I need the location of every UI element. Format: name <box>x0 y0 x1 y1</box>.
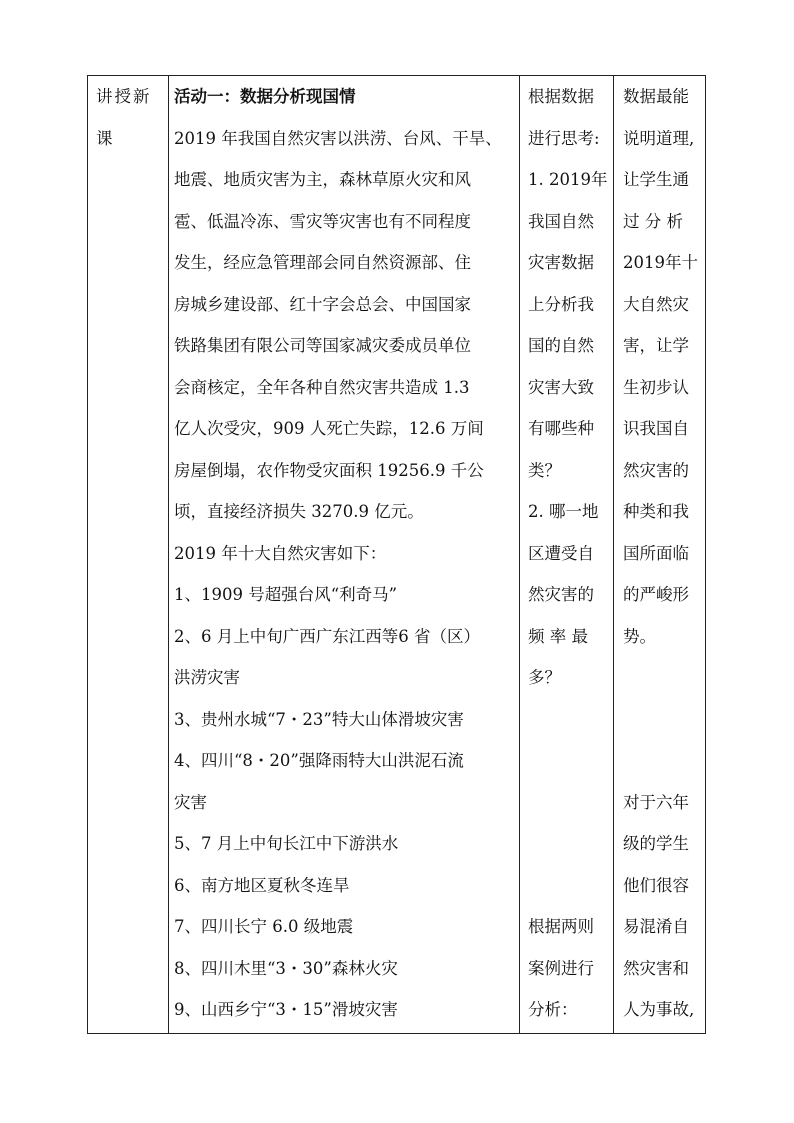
content-line: 2019 年十大自然灾害如下： <box>174 543 387 563</box>
design-intent-line: 他们很容 <box>623 875 689 895</box>
content-line: 9、山西乡宁“3・15”滑坡灾害 <box>174 1000 398 1019</box>
design-intent-line: 大自然灾 <box>623 294 689 314</box>
design-intent-line: 国所面临 <box>623 543 689 563</box>
design-intent-line: 害，让学 <box>623 336 689 355</box>
student-activity-line: 上分析我 <box>528 294 594 314</box>
design-intent-line: 势。 <box>623 626 656 646</box>
content-line: 洪涝灾害 <box>174 668 240 687</box>
content-line: 3、贵州水城“7・23”特大山体滑坡灾害 <box>174 709 464 729</box>
design-intent-line: 生初步认 <box>623 377 689 397</box>
student-activity-column <box>519 76 613 1031</box>
content-line: 发生，经应急管理部会同自然资源部、住 <box>174 253 471 272</box>
student-activity-line: 案例进行 <box>528 958 594 978</box>
content-line: 7、四川长宁 6.0 级地震 <box>174 917 354 936</box>
student-activity-line: 类？ <box>528 460 561 480</box>
design-intent-column <box>613 76 707 1031</box>
content-line: 地震、地质灾害为主，森林草原火灾和风 <box>174 170 471 189</box>
content-column <box>168 76 519 1031</box>
lesson-plan-table <box>87 75 706 1034</box>
student-activity-line: 灾害大致 <box>528 377 594 397</box>
design-intent-line: 然灾害和 <box>623 958 689 978</box>
content-line: 1、1909 号超强台风“利奇马” <box>174 585 398 604</box>
activity-heading: 活动一：数据分析现国情 <box>174 87 356 106</box>
content-line: 灾害 <box>174 792 207 812</box>
design-intent-line: 的严峻形 <box>623 585 689 604</box>
content-line: 会商核定，全年各种自然灾害共造成 1.3 <box>174 377 470 397</box>
content-line: 房城乡建设部、红十字会总会、中国国家 <box>174 294 471 314</box>
stage-column <box>88 76 168 159</box>
content-line: 房屋倒塌，农作物受灾面积 19256.9 千公 <box>174 460 484 480</box>
student-activity-line: 根据两则 <box>528 917 594 936</box>
student-activity-line: 我国自然 <box>528 211 594 231</box>
student-activity-line: 2. 哪一地 <box>528 502 599 521</box>
student-activity-line: 多？ <box>528 668 561 687</box>
design-intent-line: 过 分 析 <box>623 211 683 231</box>
content-line: 5、7 月上中旬长江中下游洪水 <box>174 834 399 853</box>
content-line: 2019 年我国自然灾害以洪涝、台风、干旱、 <box>174 128 502 148</box>
student-activity-line: 然灾害的 <box>528 585 594 604</box>
design-intent-line: 级的学生 <box>623 834 689 853</box>
student-activity-line: 根据数据 <box>528 87 594 106</box>
student-activity-line: 分析： <box>528 1000 578 1019</box>
content-line: 雹、低温冷冻、雪灾等灾害也有不同程度 <box>174 211 471 231</box>
content-line: 顷，直接经济损失 3270.9 亿元。 <box>174 502 424 521</box>
stage-label-line: 课 <box>96 128 115 148</box>
student-activity-line: 进行思考: <box>528 128 600 148</box>
design-intent-line: 说明道理, <box>623 128 695 148</box>
content-line: 亿人次受灾，909 人死亡失踪，12.6 万间 <box>174 419 484 438</box>
content-line: 4、四川“8・20”强降雨特大山洪泥石流 <box>174 751 464 770</box>
design-intent-line: 数据最能 <box>623 87 689 106</box>
student-activity-line: 1. 2019年 <box>528 170 608 189</box>
content-line: 铁路集团有限公司等国家减灾委成员单位 <box>174 336 471 355</box>
design-intent-line: 2019年十 <box>623 253 698 272</box>
student-activity-line: 灾害数据 <box>528 253 594 272</box>
content-line: 8、四川木里“3・30”森林火灾 <box>174 958 398 978</box>
content-line: 2、6 月上中旬广西广东江西等6 省（区） <box>174 626 480 646</box>
design-intent-line: 然灾害的 <box>623 460 689 480</box>
student-activity-line: 区遭受自 <box>528 543 594 563</box>
stage-label-line: 讲授新 <box>96 87 152 106</box>
design-intent-line: 让学生通 <box>623 170 689 189</box>
design-intent-line: 对于六年 <box>623 792 689 812</box>
design-intent-line: 人为事故, <box>623 1000 695 1019</box>
design-intent-line: 易混淆自 <box>623 917 689 936</box>
content-line: 6、南方地区夏秋冬连旱 <box>174 875 350 895</box>
student-activity-line: 国的自然 <box>528 336 594 355</box>
design-intent-line: 识我国自 <box>623 419 689 438</box>
student-activity-line: 有哪些种 <box>528 419 594 438</box>
design-intent-line: 种类和我 <box>623 502 689 521</box>
student-activity-line: 频 率 最 <box>528 626 588 646</box>
